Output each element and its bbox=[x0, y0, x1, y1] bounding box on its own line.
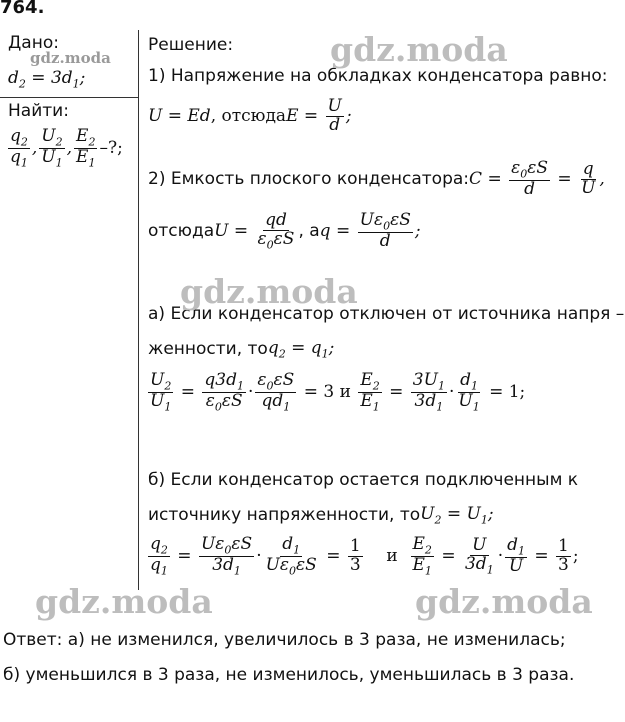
step2-formula: 2) Емкость плоского конденсатора: C = $\frac{\varepsilon_0\varepsilon S}{d}$ = $\frac{q}{U}$ , bbox=[148, 158, 605, 199]
step1-formula: U = Ed , отсюда E = $\frac{U}{d}$ ; bbox=[148, 96, 352, 135]
answer-line-2: б) уменьшился в 3 раза, не изменилось, уменьшилась в 3 раза. bbox=[3, 665, 575, 685]
find-label: Найти: bbox=[8, 101, 69, 121]
answer-line-1: Ответ: а) не изменился, увеличилось в 3 раза, не изменилась; bbox=[3, 630, 566, 650]
case-b-text2: источнику напряженности, то $U_2 = U_1$; bbox=[148, 504, 494, 527]
watermark-small: gdz.moda bbox=[30, 49, 111, 67]
solution-header: Решение: bbox=[148, 35, 234, 55]
given-condition: $d_2 = 3d_1$; bbox=[8, 68, 86, 91]
watermark-middle: gdz.moda bbox=[180, 272, 358, 311]
case-a-text2: женности, то $q_2 = q_1$; bbox=[148, 338, 335, 361]
given-label: Дано: bbox=[8, 33, 59, 53]
watermark-bottom-right: gdz.moda bbox=[415, 582, 593, 621]
case-a-text: а) Если конденсатор отключен от источника напря – bbox=[148, 304, 625, 324]
problem-number: 764. bbox=[0, 0, 45, 18]
find-expression: $\frac{q_2}{q_1}$ , $\frac{U_2}{U_1}$ , $\frac{E_2}{E_1}$ –?; bbox=[10, 126, 123, 170]
watermark-top: gdz.moda bbox=[330, 30, 508, 69]
case-a-formula: $\frac{U_2}{U_1}$ = $\frac{q3d_1}{\varepsilon_0\varepsilon S}$ · $\frac{\varepsilon_0\varepsilon S}{qd_1}$ = 3 и $\frac{E_2}{E_1}$ = $\frac{3U_1}{3d_1}$ · $\frac{d_1}{U_1}$ = 1; bbox=[150, 370, 526, 414]
case-b-formula: $\frac{q_2}{q_1}$ = $\frac{U\varepsilon_0\varepsilon S}{3d_1}$ · $\frac{d_1}{U\varepsilon_0\varepsilon S}$ = $\frac{1}{3}$ и $\frac{E_2}{E_1}$ = $\frac{U}{3d_1}$ · $\frac{d_1}{U}$ = $\frac{1}{3}$ ; bbox=[150, 534, 579, 578]
step2b-formula: отсюда U = $\frac{qd}{\varepsilon_0\varepsilon S}$ , а q = $\frac{U\varepsilon_0\varepsilon S}{d}$ ; bbox=[148, 210, 421, 252]
watermark-bottom-left: gdz.moda bbox=[35, 582, 213, 621]
case-b-text: б) Если конденсатор остается подключенным к bbox=[148, 470, 579, 490]
given-divider bbox=[138, 30, 139, 590]
given-find-divider bbox=[0, 97, 138, 98]
step1-text: 1) Напряжение на обкладках конденсатора равно: bbox=[148, 66, 608, 86]
